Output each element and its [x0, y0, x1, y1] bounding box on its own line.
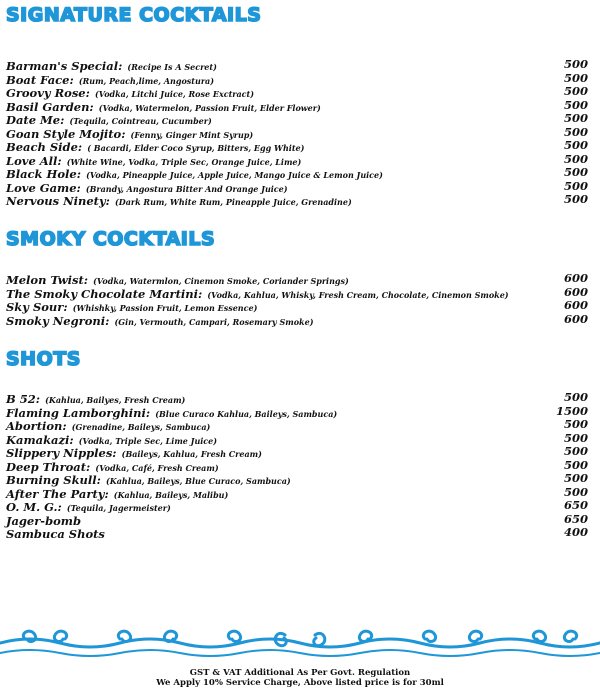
list-item: Boat Face: (Rum, Peach,lime, Angostura) 500	[6, 70, 588, 87]
list-item: Date Me: (Tequila, Cointreau, Cucumber) 500	[6, 111, 588, 127]
scroll-border-icon	[0, 625, 600, 663]
list-item: Melon Twist: (Vodka, Watermlon, Cinemon Smoke, Coriander Springs) 600	[6, 271, 588, 287]
section-title-smoky-cocktails: SMOKY COCKTAILS	[6, 228, 216, 250]
list-item: Abortion: (Grenadine, Baileys, Sambuca) 500	[6, 417, 588, 433]
list-item: Black Hole: (Vodka, Pineapple Juice, Apple Juice, Mango Juice & Lemon Juice) 500	[6, 165, 588, 181]
signature-cocktails-list	[6, 58, 594, 207]
list-item: Flaming Lamborghini: (Blue Curaco Kahlua, Baileys, Sambuca) 1500	[6, 403, 588, 420]
list-item: After The Party: (Kahlua, Baileys, Malibu) 500	[6, 484, 588, 501]
list-item: Basil Garden: (Vodka, Watermelon, Passion Fruit, Elder Flower) 500	[6, 97, 588, 114]
list-item: Smoky Negroni: (Gin, Vermouth, Campari, Rosemary Smoke) 600	[6, 311, 588, 328]
footer-service-note: We Apply 10% Service Charge, Above listed price is for 30ml	[156, 678, 444, 688]
shots-list	[6, 391, 594, 540]
list-item: Beach Side: ( Bacardi, Elder Coco Syrup, Bitters, Egg White) 500	[6, 138, 588, 154]
list-item: B 52: (Kahlua, Bailyes, Fresh Cream) 500	[6, 390, 588, 406]
list-item: Slippery Nipples: (Baileys, Kahlua, Fresh Cream) 500	[6, 444, 588, 460]
list-item: Sky Sour: (Whishky, Passion Fruit, Lemon Essence) 600	[6, 298, 588, 314]
list-item: Groovy Rose: (Vodka, Litchi Juice, Rose Exctract) 500	[6, 84, 588, 100]
section-title-shots: SHOTS	[6, 348, 81, 370]
list-item: Love Game: (Brandy, Angostura Bitter And Orange Juice) 500	[6, 178, 588, 195]
list-item: Sambuca Shots 400	[6, 525, 588, 541]
list-item: Goan Style Mojito: (Fenny, Ginger Mint Syrup) 500	[6, 124, 588, 141]
smoky-cocktails-list	[6, 272, 594, 326]
list-item: Barman's Special: (Recipe Is A Secret) 500	[6, 57, 588, 73]
section-title-signature-cocktails: SIGNATURE COCKTAILS	[6, 4, 262, 26]
list-item: Nervous Ninety: (Dark Rum, White Rum, Pineapple Juice, Grenadine) 500	[6, 192, 588, 208]
footer-tax-note: GST & VAT Additional As Per Govt. Regulation	[189, 668, 411, 678]
list-item: Burning Skull: (Kahlua, Baileys, Blue Curaco, Sambuca) 500	[6, 471, 588, 487]
list-item: O. M. G.: (Tequila, Jagermeister) 650	[6, 498, 588, 514]
list-item: Kamakazi: (Vodka, Triple Sec, Lime Juice) 500	[6, 430, 588, 447]
list-item: The Smoky Chocolate Martini: (Vodka, Kahlua, Whisky, Fresh Cream, Chocolate, Cinemon Smoke) 600	[6, 284, 588, 301]
list-item: Deep Throat: (Vodka, Café, Fresh Cream) 500	[6, 457, 588, 474]
list-item: Love All: (White Wine, Vodka, Triple Sec, Orange Juice, Lime) 500	[6, 151, 588, 168]
list-item: Jager-bomb 650	[6, 511, 588, 528]
